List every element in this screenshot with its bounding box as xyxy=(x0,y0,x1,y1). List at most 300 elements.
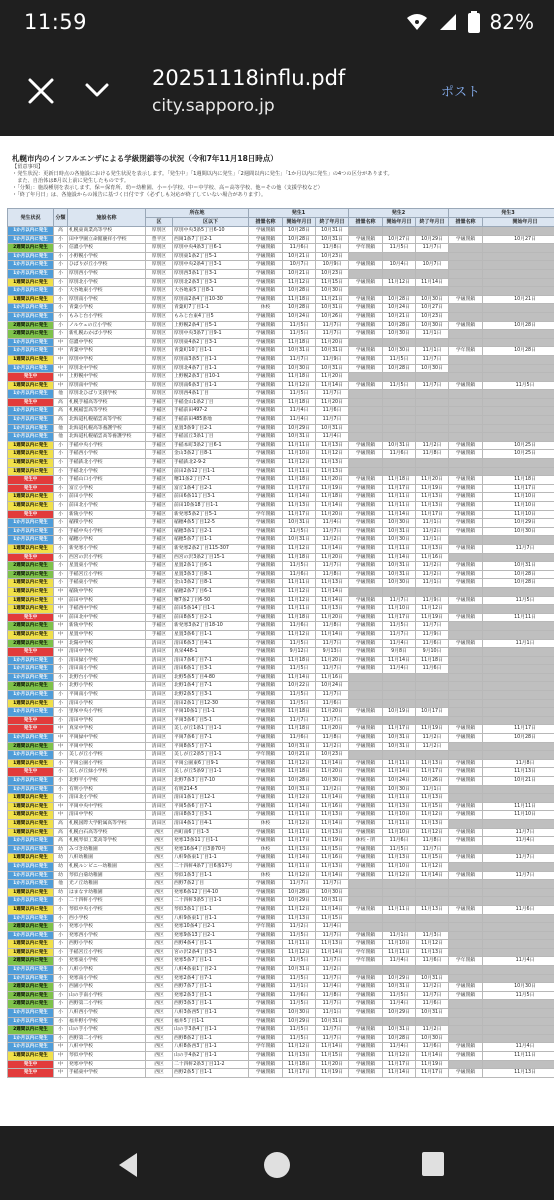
start-date-1: 11月11日 xyxy=(283,441,316,450)
ward-cell: 手稲区 xyxy=(146,605,173,614)
table-row xyxy=(8,484,554,493)
status-cell: 1週間以内に発生 xyxy=(8,699,54,708)
measure-3 xyxy=(449,931,483,940)
start-date-1: 11月13日 xyxy=(283,845,316,854)
address-cell: 平岡公園東6丁目9-1 xyxy=(173,759,249,768)
class-cell: 小 xyxy=(54,948,68,957)
measure-2: 学級閉鎖 xyxy=(349,605,383,614)
start-date-2 xyxy=(383,252,416,261)
status-cell: 1か月以内に発生 xyxy=(8,1017,54,1026)
class-cell: 高 xyxy=(54,416,68,425)
measure-2: 学級閉鎖 xyxy=(349,613,383,622)
start-date-2: 10月28日 xyxy=(383,1034,416,1043)
measure-3 xyxy=(449,269,483,278)
start-date-3: 11月7日 xyxy=(483,871,554,880)
table-row xyxy=(8,923,554,932)
end-date-2: 11月3日 xyxy=(416,931,449,940)
ward-cell: 清田区 xyxy=(146,819,173,828)
measure-1: 学級閉鎖 xyxy=(249,553,283,562)
start-date-1: 11月6日 xyxy=(283,734,316,743)
measure-2 xyxy=(349,699,383,708)
back-icon[interactable] xyxy=(115,1151,141,1179)
end-date-1: 11月13日 xyxy=(316,940,349,949)
ward-cell: 西区 xyxy=(146,1026,173,1035)
class-cell: 小 xyxy=(54,527,68,536)
address-cell: 八軒8条西3丁目1-1 xyxy=(173,1043,249,1052)
facility-name: 光ノ丘幼稚園 xyxy=(68,880,146,889)
end-date-1: 11月13日 xyxy=(316,459,349,468)
end-date-2: 10月30日 xyxy=(416,295,449,304)
start-date-1: 11月5日 xyxy=(283,639,316,648)
table-row xyxy=(8,983,554,992)
table-row xyxy=(8,742,554,751)
table-row xyxy=(8,295,554,304)
measure-2 xyxy=(349,880,383,889)
start-date-3: 11月7日 xyxy=(483,544,554,553)
measure-2: 学級閉鎖 xyxy=(349,639,383,648)
measure-2: 学級閉鎖 xyxy=(349,493,383,502)
measure-1: 学級閉鎖 xyxy=(249,974,283,983)
ward-cell: 手稲区 xyxy=(146,510,173,519)
end-date-1: 11月7日 xyxy=(316,957,349,966)
status-cell: 発生中 xyxy=(8,476,54,485)
start-date-2: 10月24日 xyxy=(383,777,416,786)
measure-1: 学級閉鎖 xyxy=(249,596,283,605)
ward-cell: 清田区 xyxy=(146,742,173,751)
address-cell: 美しが丘2条5丁目1-1 xyxy=(173,751,249,760)
end-date-2: 11月13日 xyxy=(416,905,449,914)
measure-2: 学級閉鎖 xyxy=(349,278,383,287)
address-cell: 厚別中央3条7丁目9-1 xyxy=(173,330,249,339)
measure-2: 学級閉鎖 xyxy=(349,622,383,631)
header-ward: 区 xyxy=(146,218,173,227)
table-row xyxy=(8,450,554,459)
class-cell: 小 xyxy=(54,931,68,940)
class-cell: 高 xyxy=(54,227,68,236)
start-date-1: 11月2日 xyxy=(283,923,316,932)
facility-name: 信濃小学校 xyxy=(68,244,146,253)
measure-3 xyxy=(449,1017,483,1026)
ward-cell: 西区 xyxy=(146,871,173,880)
end-date-2: 10月29日 xyxy=(416,235,449,244)
start-date-3: 11月10日 xyxy=(483,502,554,511)
address-cell: 平岡5条6丁目7-1 xyxy=(173,802,249,811)
address-cell: 上野幌2条3丁目10-1 xyxy=(173,373,249,382)
ward-cell: 手稲区 xyxy=(146,553,173,562)
end-date-2: 11月2日 xyxy=(416,983,449,992)
pdf-page[interactable] xyxy=(0,136,554,1126)
measure-1: 学級閉鎖 xyxy=(249,1069,283,1078)
measure-2: 学級閉鎖 xyxy=(349,1034,383,1043)
table-row xyxy=(8,587,554,596)
address-cell: 二十四軒2条3丁目11-2 xyxy=(173,1060,249,1069)
end-date-1: 11月14日 xyxy=(316,1043,349,1052)
measure-2: 学級閉鎖 xyxy=(349,502,383,511)
measure-1: 学級閉鎖 xyxy=(249,269,283,278)
start-date-3 xyxy=(483,373,554,382)
measure-1: 学級閉鎖 xyxy=(249,656,283,665)
end-date-1: 11月20日 xyxy=(316,613,349,622)
address-cell: 富丘1条4丁目2-1 xyxy=(173,484,249,493)
status-cell: 1週間以内に発生 xyxy=(8,278,54,287)
start-date-3 xyxy=(483,244,554,253)
start-date-1: 11月5日 xyxy=(283,1034,316,1043)
table-row xyxy=(8,880,554,889)
facility-name: 八軒西小学校 xyxy=(68,1009,146,1018)
end-date-1: 11月20日 xyxy=(316,510,349,519)
measure-3: 学級閉鎖 xyxy=(449,1043,483,1052)
end-date-2: 10月30日 xyxy=(416,364,449,373)
measure-3 xyxy=(449,587,483,596)
start-date-2: 10月24日 xyxy=(383,304,416,313)
end-date-1: 10月31日 xyxy=(316,364,349,373)
address-cell: 手稲金山1条2丁目 xyxy=(173,398,249,407)
start-date-2: 11月5日 xyxy=(383,845,416,854)
start-date-1: 11月1日 xyxy=(283,983,316,992)
measure-1: 学級閉鎖 xyxy=(249,398,283,407)
start-date-3: 11月1日 xyxy=(483,639,554,648)
end-date-2 xyxy=(416,390,449,399)
table-row xyxy=(8,330,554,339)
end-date-1: 11月13日 xyxy=(316,441,349,450)
facility-name: 八軒幼稚園 xyxy=(68,854,146,863)
end-date-2: 11月1日 xyxy=(416,579,449,588)
table-row xyxy=(8,648,554,657)
end-date-1: 11月7日 xyxy=(316,974,349,983)
table-row xyxy=(8,871,554,880)
status-cell: 1か月以内に発生 xyxy=(8,974,54,983)
facility-name: 美しが丘小学校 xyxy=(68,751,146,760)
status-cell: 1か月以内に発生 xyxy=(8,433,54,442)
measure-2: 学級閉鎖 xyxy=(349,355,383,364)
start-date-3 xyxy=(483,914,554,923)
start-date-2: 11月7日 xyxy=(383,630,416,639)
address-cell: 厚別北2条3丁目3-1 xyxy=(173,278,249,287)
facility-name: 西宮の沢小学校 xyxy=(68,553,146,562)
end-date-2: 11月7日 xyxy=(416,845,449,854)
measure-3 xyxy=(449,390,483,399)
start-date-3 xyxy=(483,1034,554,1043)
facility-name: 富丘小学校 xyxy=(68,484,146,493)
measure-1: 学級閉鎖 xyxy=(249,768,283,777)
address-cell: 金山3条2丁目8-1 xyxy=(173,450,249,459)
measure-1: 学級閉鎖 xyxy=(249,931,283,940)
measure-3: 学級閉鎖 xyxy=(449,476,483,485)
class-cell: 中 xyxy=(54,355,68,364)
ward-cell: 手稲区 xyxy=(146,536,173,545)
end-date-1: 11月15日 xyxy=(316,845,349,854)
end-date-1: 11月9日 xyxy=(316,355,349,364)
end-date-2: 11月19日 xyxy=(416,1060,449,1069)
end-date-2 xyxy=(416,407,449,416)
status-cell: 発生中 xyxy=(8,510,54,519)
status-cell: 1か月以内に発生 xyxy=(8,897,54,906)
table-row xyxy=(8,510,554,519)
measure-3 xyxy=(449,673,483,682)
facility-name: 札幌琴似工業高等学校 xyxy=(68,837,146,846)
end-date-1: 11月7日 xyxy=(316,716,349,725)
class-cell: 中 xyxy=(54,347,68,356)
end-date-1: 10月31日 xyxy=(316,424,349,433)
ward-cell: 清田区 xyxy=(146,725,173,734)
header-start: 開始年月日 xyxy=(483,218,554,227)
table-row xyxy=(8,1052,554,1061)
start-date-3 xyxy=(483,587,554,596)
status-cell: 2週間以内に発生 xyxy=(8,682,54,691)
table-row xyxy=(8,493,554,502)
status-cell: 1か月以内に発生 xyxy=(8,734,54,743)
end-date-2: 10月7日 xyxy=(416,261,449,270)
recents-icon[interactable] xyxy=(421,1151,445,1177)
start-date-2: 10月28日 xyxy=(383,364,416,373)
start-date-2 xyxy=(383,227,416,236)
start-date-2 xyxy=(383,914,416,923)
end-date-1: 11月7日 xyxy=(316,527,349,536)
class-cell: 小 xyxy=(54,691,68,700)
measure-1: 学級閉鎖 xyxy=(249,544,283,553)
start-date-1: 11月12日 xyxy=(283,544,316,553)
start-date-2 xyxy=(383,424,416,433)
start-date-3: 10月21日 xyxy=(483,777,554,786)
measure-3 xyxy=(449,398,483,407)
close-icon[interactable] xyxy=(26,76,56,106)
end-date-1: 11月20日 xyxy=(316,725,349,734)
legend-line: ・発生状況：更新日時点の各施設における発生状況を表示します。「発生中」「1週間以内に発生」「2週間以内に発生」「1か月以内に発生」の4つの区分があります。 xyxy=(12,171,393,177)
status-cell: 1週間以内に発生 xyxy=(8,450,54,459)
end-date-1: 10月23日 xyxy=(316,751,349,760)
table-row xyxy=(8,1000,554,1009)
table-row xyxy=(8,459,554,468)
end-date-2: 11月2日 xyxy=(416,1026,449,1035)
measure-2: 学級閉鎖 xyxy=(349,931,383,940)
address-cell: 西野7条7丁目1-1 xyxy=(173,983,249,992)
start-date-2 xyxy=(383,691,416,700)
end-date-1: 11月21日 xyxy=(316,295,349,304)
ward-cell: 清田区 xyxy=(146,759,173,768)
class-cell: 小 xyxy=(54,510,68,519)
end-date-1: 10月31日 xyxy=(316,347,349,356)
start-date-3 xyxy=(483,398,554,407)
ward-cell: 西区 xyxy=(146,983,173,992)
ward-cell: 西区 xyxy=(146,845,173,854)
ward-cell: 厚別区 xyxy=(146,244,173,253)
start-date-3 xyxy=(483,433,554,442)
address-cell: 手稲本町3条2丁目6-1 xyxy=(173,441,249,450)
address-cell: 厚別中央2条4丁目3-1 xyxy=(173,261,249,270)
address-cell: 青葉町7丁目1-1 xyxy=(173,304,249,313)
start-date-1: 9月12日 xyxy=(283,648,316,657)
facility-name: 青葉小学校 xyxy=(68,304,146,313)
post-button[interactable]: ポスト xyxy=(441,85,481,100)
start-date-1: 11月12日 xyxy=(283,948,316,957)
facility-name: みづき幼稚園 xyxy=(68,845,146,854)
measure-2 xyxy=(349,398,383,407)
facility-name: 田中学園立命館慶祥小学校 xyxy=(68,235,146,244)
class-cell: 小 xyxy=(54,450,68,459)
start-date-3: 11月4日 xyxy=(483,837,554,846)
ward-cell: 手稲区 xyxy=(146,630,173,639)
ward-cell: 厚別区 xyxy=(146,312,173,321)
start-date-1: 10月21日 xyxy=(283,252,316,261)
table-row xyxy=(8,338,554,347)
end-date-2: 11月15日 xyxy=(416,802,449,811)
start-date-1: 10月28日 xyxy=(283,777,316,786)
facility-name: 西野第二小学校 xyxy=(68,1034,146,1043)
measure-1: 学級閉鎖 xyxy=(249,441,283,450)
address-cell: 新発寒5条2丁目5-1 xyxy=(173,510,249,519)
ward-cell: 手稲区 xyxy=(146,398,173,407)
measure-1: 学級閉鎖 xyxy=(249,312,283,321)
facility-name: 琴似中学校 xyxy=(68,1052,146,1061)
ward-cell: 厚別区 xyxy=(146,269,173,278)
end-date-1: 11月15日 xyxy=(316,914,349,923)
start-date-2: 11月5日 xyxy=(383,381,416,390)
address-cell: 手稲鉄北2-9-2 xyxy=(173,459,249,468)
start-date-2: 11月11日 xyxy=(383,794,416,803)
table-row xyxy=(8,527,554,536)
facility-name: 新発寒小学校 xyxy=(68,544,146,553)
start-date-3 xyxy=(483,278,554,287)
start-date-2 xyxy=(383,269,416,278)
status-cell: 1週間以内に発生 xyxy=(8,630,54,639)
measure-3: 学級閉鎖 xyxy=(449,777,483,786)
ward-cell: 清田区 xyxy=(146,639,173,648)
end-date-2 xyxy=(416,699,449,708)
measure-2: 学級閉鎖 xyxy=(349,1060,383,1069)
table-row xyxy=(8,398,554,407)
status-cell: 2週間以内に発生 xyxy=(8,1000,54,1009)
measure-1: 学級閉鎖 xyxy=(249,802,283,811)
start-date-2: 11月1日 xyxy=(383,931,416,940)
measure-2: 学級閉鎖 xyxy=(349,553,383,562)
measure-3: 学級閉鎖 xyxy=(449,519,483,528)
measure-3 xyxy=(449,819,483,828)
ward-cell: 厚別区 xyxy=(146,355,173,364)
facility-name: 新札幌わかば小学校 xyxy=(68,330,146,339)
start-date-1: 11月5日 xyxy=(283,699,316,708)
start-date-3 xyxy=(483,691,554,700)
start-date-3 xyxy=(483,665,554,674)
address-cell: 前田6条11丁目3-1 xyxy=(173,493,249,502)
home-icon[interactable] xyxy=(263,1151,291,1179)
facility-name: 平岡緑中学校 xyxy=(68,734,146,743)
measure-3: 学級閉鎖 xyxy=(449,570,483,579)
end-date-2: 11月2日 xyxy=(416,441,449,450)
start-date-2: 11月11日 xyxy=(383,948,416,957)
start-date-1: 11月5日 xyxy=(283,527,316,536)
facility-name: 厚別北小学校 xyxy=(68,278,146,287)
measure-1: 学級閉鎖 xyxy=(249,1034,283,1043)
measure-3: 学級閉鎖 xyxy=(449,493,483,502)
start-date-2: 11月11日 xyxy=(383,819,416,828)
measure-3: 学級閉鎖 xyxy=(449,613,483,622)
class-cell: 小 xyxy=(54,751,68,760)
start-date-2 xyxy=(383,416,416,425)
class-cell: 幼 xyxy=(54,888,68,897)
end-date-1: 9月13日 xyxy=(316,648,349,657)
start-date-3 xyxy=(483,966,554,975)
start-date-1: 11月11日 xyxy=(283,828,316,837)
measure-3 xyxy=(449,665,483,674)
measure-2: 学年閉鎖 xyxy=(349,957,383,966)
table-row xyxy=(8,1034,554,1043)
end-date-1: 11月7日 xyxy=(316,330,349,339)
address-cell: 手稲富丘3条1丁目 xyxy=(173,433,249,442)
measure-1: 学級閉鎖 xyxy=(249,476,283,485)
measure-1: 学級閉鎖 xyxy=(249,459,283,468)
start-date-3: 11月5日 xyxy=(483,381,554,390)
measure-3 xyxy=(449,940,483,949)
address-cell: 稲穂3条1丁目2-1 xyxy=(173,527,249,536)
class-cell: 小 xyxy=(54,966,68,975)
measure-1: 学級閉鎖 xyxy=(249,416,283,425)
start-date-1: 10月21日 xyxy=(283,269,316,278)
class-cell: 小 xyxy=(54,897,68,906)
start-date-3: 10月29日 xyxy=(483,519,554,528)
facility-name: 琴似白菊幼稚園 xyxy=(68,871,146,880)
measure-3 xyxy=(449,966,483,975)
measure-3 xyxy=(449,699,483,708)
table-row xyxy=(8,544,554,553)
facility-name: 新陵中学校 xyxy=(68,622,146,631)
chevron-down-icon[interactable] xyxy=(84,80,110,100)
end-date-1: 11月12日 xyxy=(316,450,349,459)
start-date-2: 10月31日 xyxy=(383,562,416,571)
start-date-1: 11月5日 xyxy=(283,931,316,940)
end-date-2: 11月13日 xyxy=(416,819,449,828)
status-cell: 発生中 xyxy=(8,398,54,407)
class-cell: 中 xyxy=(54,613,68,622)
measure-1: 学級閉鎖 xyxy=(249,708,283,717)
measure-3 xyxy=(449,355,483,364)
address-cell: 前田2条12丁目1-1 xyxy=(173,467,249,476)
status-cell: 1か月以内に発生 xyxy=(8,871,54,880)
end-date-2: 11月2日 xyxy=(416,527,449,536)
start-date-2: 11月11日 xyxy=(383,544,416,553)
start-date-3 xyxy=(483,287,554,296)
class-cell: 中 xyxy=(54,725,68,734)
measure-1: 学級閉鎖 xyxy=(249,330,283,339)
address-cell: 厚別西3条1丁目3-1 xyxy=(173,269,249,278)
address-cell: 厚別南2条4丁目10-30 xyxy=(173,295,249,304)
measure-1: 学級閉鎖 xyxy=(249,691,283,700)
measure-3 xyxy=(449,433,483,442)
class-cell: 小 xyxy=(54,983,68,992)
measure-2: 学級閉鎖 xyxy=(349,321,383,330)
end-date-1: 10月23日 xyxy=(316,269,349,278)
status-cell: 発生中 xyxy=(8,373,54,382)
start-date-1: 10月29日 xyxy=(283,897,316,906)
ward-cell: 厚別区 xyxy=(146,390,173,399)
class-cell: 中 xyxy=(54,1043,68,1052)
measure-3 xyxy=(449,330,483,339)
class-cell: 小 xyxy=(54,269,68,278)
end-date-1: 11月14日 xyxy=(316,794,349,803)
status-cell: 発生中 xyxy=(8,613,54,622)
status-cell: 2週間以内に発生 xyxy=(8,742,54,751)
address-cell: 手稲前田497-2 xyxy=(173,407,249,416)
measure-3 xyxy=(449,459,483,468)
status-cell: 1か月以内に発生 xyxy=(8,252,54,261)
table-row xyxy=(8,734,554,743)
address-cell: 新発寒3条2丁目18-10 xyxy=(173,622,249,631)
measure-2 xyxy=(349,373,383,382)
start-date-3 xyxy=(483,355,554,364)
end-date-1: 11月20日 xyxy=(316,338,349,347)
start-date-3 xyxy=(483,407,554,416)
start-date-1: 10月31日 xyxy=(283,536,316,545)
address-cell: 発寒2条4丁目7-1 xyxy=(173,974,249,983)
